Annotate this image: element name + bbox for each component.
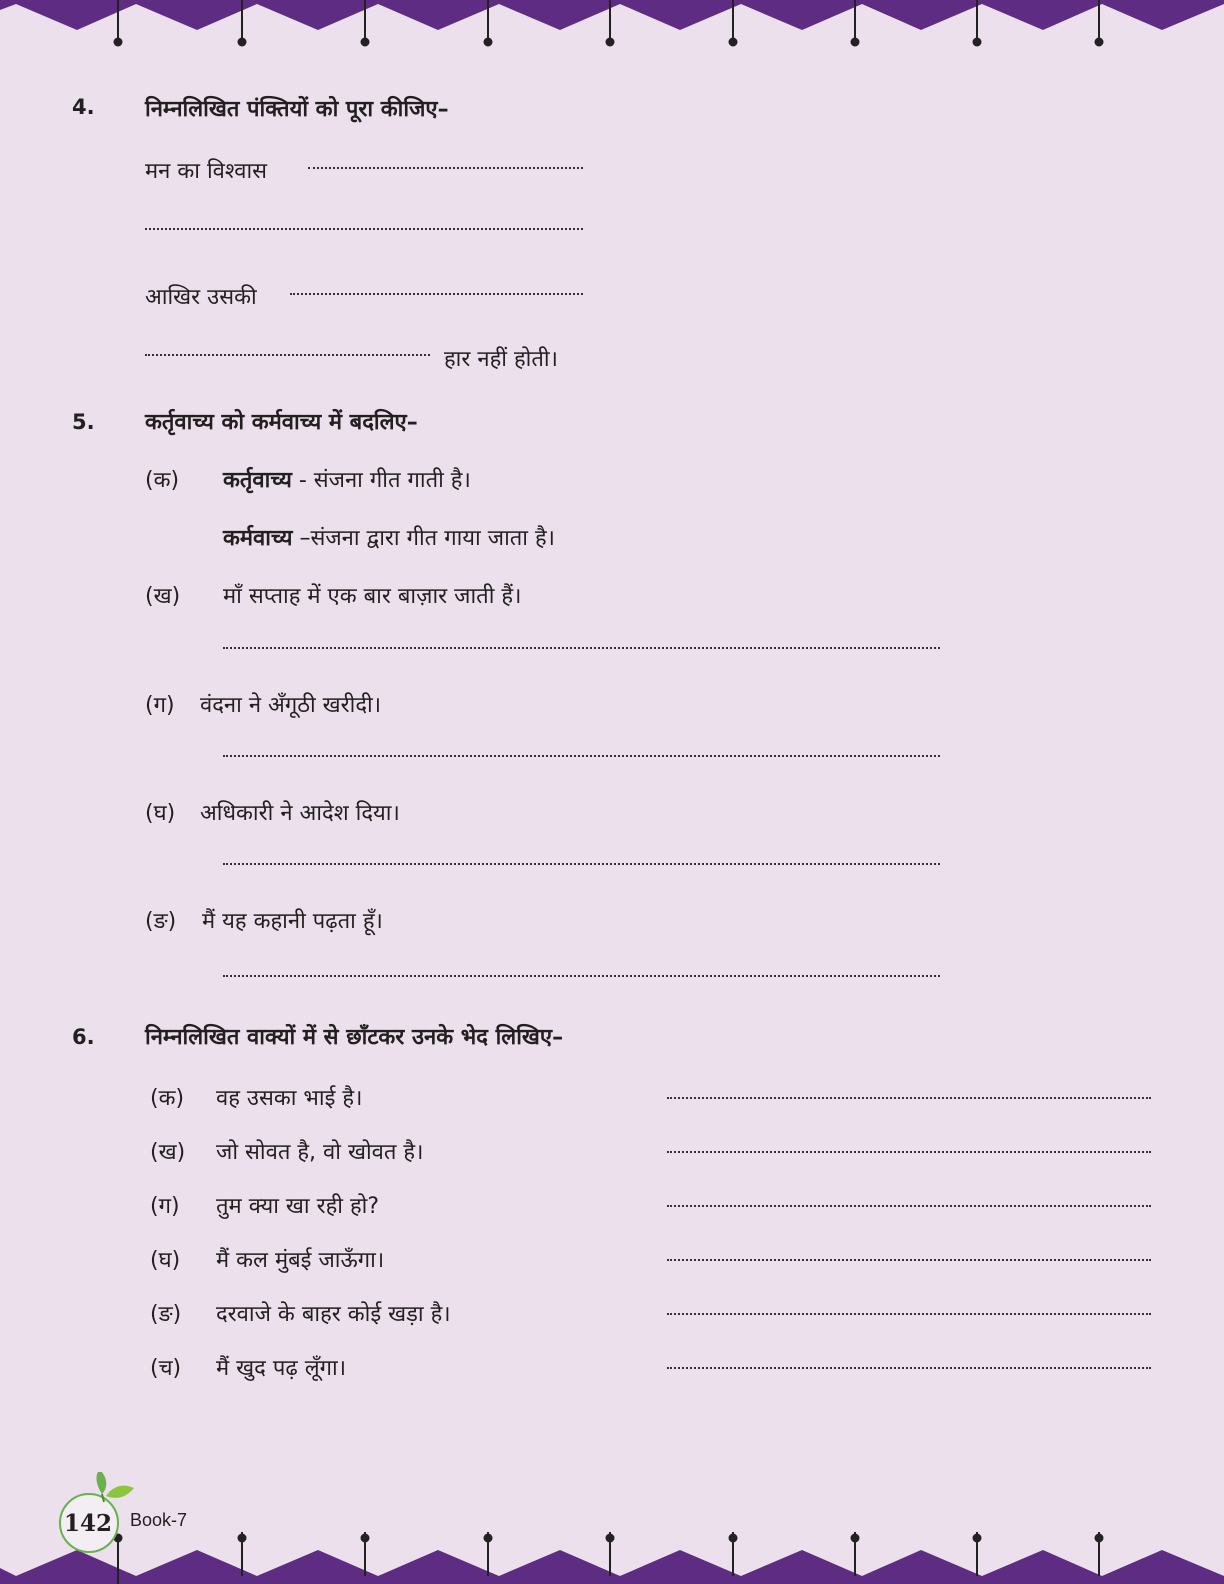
question-6-instruction: निम्नलिखित वाक्यों में से छाँटकर उनके भेद लिखिए– [145,1025,564,1050]
q5-item-sentence: अधिकारी ने आदेश दिया। [200,801,400,826]
page-number: 142 [64,1510,113,1537]
question-4-instruction: निम्नलिखित पंक्तियों को पूरा कीजिए– [145,97,449,122]
q4-line4-end: हार नहीं होती। [444,347,558,372]
q5-item-sentence: मैं यह कहानी पढ़ता हूँ। [202,909,383,934]
q6-item-marker: (ख) [150,1140,186,1165]
q6-answer-blank[interactable] [667,1259,1151,1261]
q6-answer-blank[interactable] [667,1151,1151,1153]
q5-item-marker: (ग) [145,693,175,718]
q5-example-marker: (क) [145,468,180,493]
q6-item-sentence: जो सोवत है, वो खोवत है। [216,1140,424,1165]
bottom-zigzag-border [0,1532,1224,1584]
q6-item-marker: (ङ) [150,1302,182,1327]
question-6-number: 6. [72,1025,95,1049]
q6-item-marker: (च) [150,1356,182,1381]
q5-item-sentence: माँ सप्ताह में एक बार बाज़ार जाती हैं। [223,584,522,609]
q5-answer-blank[interactable] [223,975,940,977]
q6-item-sentence: वह उसका भाई है। [216,1086,363,1111]
q6-answer-blank[interactable] [667,1367,1151,1369]
q5-item-marker: (घ) [145,801,176,826]
q5-item-marker: (ङ) [145,909,177,934]
q5-example-active [223,464,471,494]
q5-example-passive [223,522,555,552]
q6-item-marker: (घ) [150,1248,181,1273]
top-zigzag-border [0,0,1224,48]
q6-answer-blank[interactable] [667,1313,1151,1315]
q5-answer-blank[interactable] [223,863,940,865]
q6-item-sentence: मैं खुद पढ़ लूँगा। [216,1356,347,1381]
active-voice-sentence: - संजना गीत गाती है। [291,468,471,493]
question-5-instruction: कर्तृवाच्य को कर्मवाच्य में बदलिए– [145,410,418,435]
q6-item-sentence: दरवाजे के बाहर कोई खड़ा है। [216,1302,451,1327]
q4-line4-blank[interactable] [145,354,430,356]
active-voice-label: कर्तृवाच्य [223,468,292,493]
q6-item-marker: (क) [150,1086,185,1111]
q5-item-sentence: वंदना ने अँगूठी खरीदी। [200,693,382,718]
q6-item-sentence: मैं कल मुंबई जाऊँगा। [216,1248,385,1273]
passive-voice-sentence: –संजना द्वारा गीत गाया जाता है। [292,526,556,551]
q4-line3-start: आखिर उसकी [145,285,257,310]
q4-line2-blank[interactable] [145,228,583,230]
book-label: Book-7 [130,1510,188,1530]
q4-line1-start: मन का विश्वास [145,159,268,184]
q6-answer-blank[interactable] [667,1205,1151,1207]
question-4-number: 4. [72,95,95,119]
question-5-number: 5. [72,410,95,434]
q6-answer-blank[interactable] [667,1097,1151,1099]
q4-line1-blank[interactable] [308,167,583,169]
q5-answer-blank[interactable] [223,755,940,757]
q5-item-marker: (ख) [145,584,181,609]
q4-line3-blank[interactable] [290,293,583,295]
q6-item-sentence: तुम क्या खा रही हो? [216,1194,380,1219]
q6-item-marker: (ग) [150,1194,180,1219]
passive-voice-label: कर्मवाच्य [223,526,293,551]
q5-answer-blank[interactable] [223,647,940,649]
